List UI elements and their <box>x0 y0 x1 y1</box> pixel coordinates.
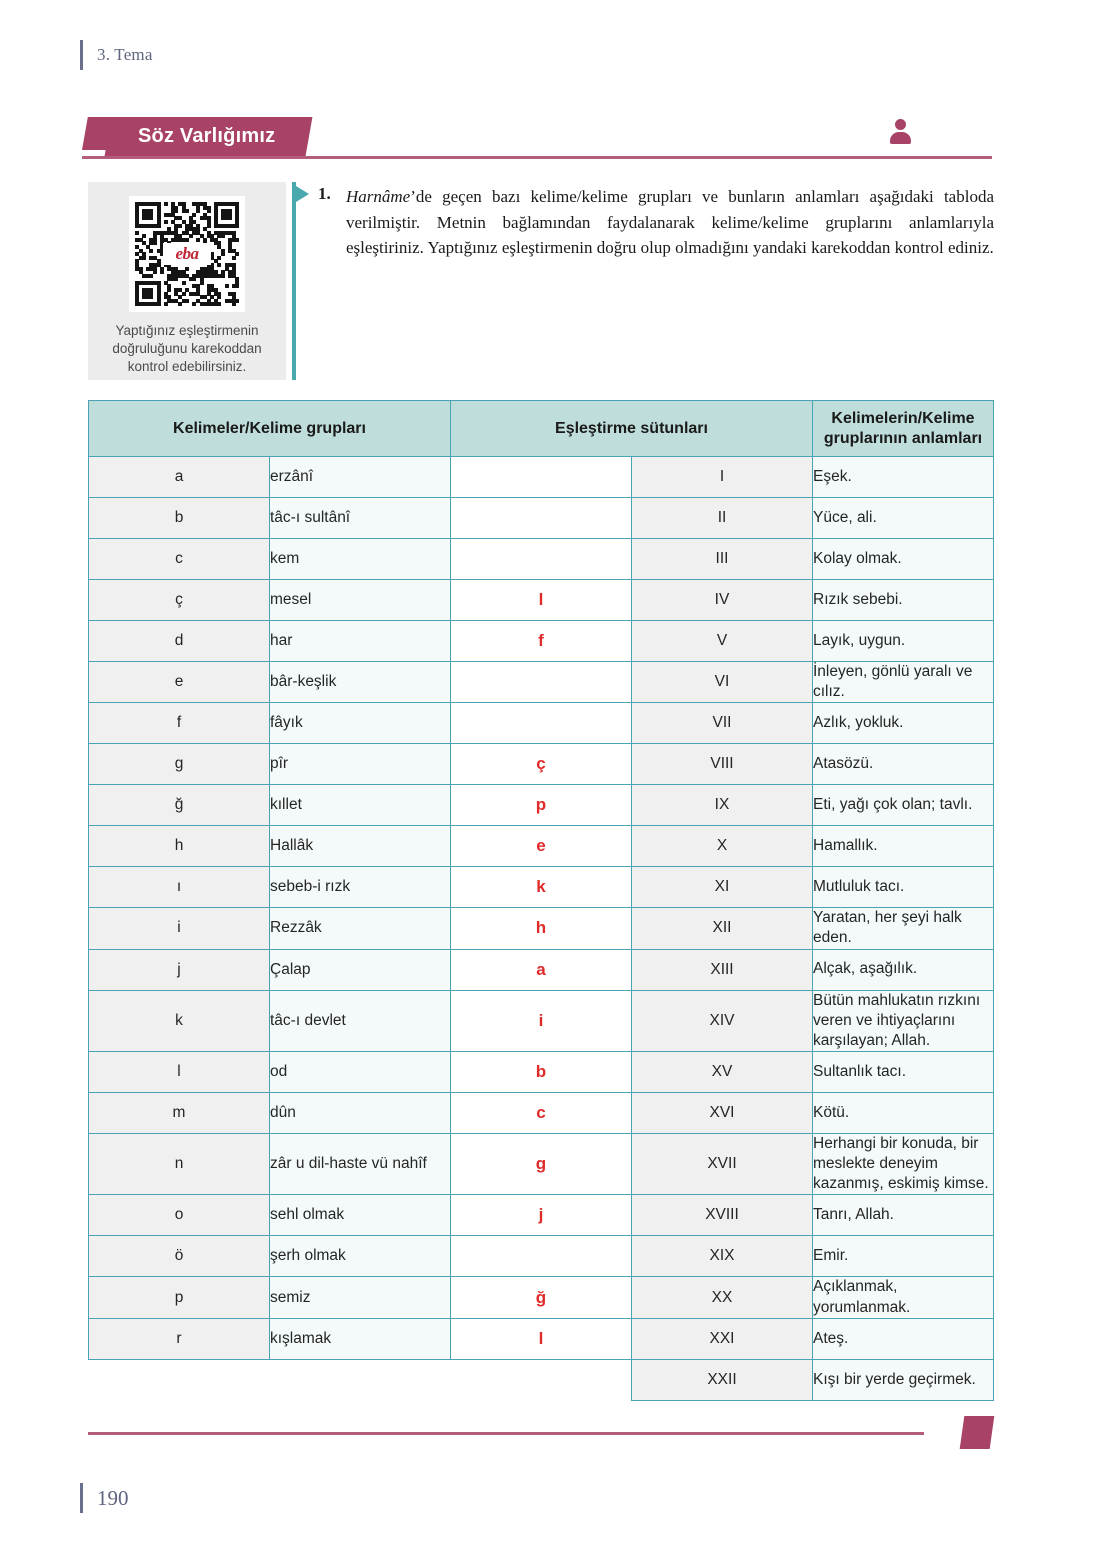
table-row <box>89 703 994 744</box>
table-row <box>89 662 994 703</box>
qr-code-frame <box>129 196 245 312</box>
instruction-block <box>318 184 994 261</box>
row-answer-input[interactable]: e <box>451 826 632 867</box>
table-row <box>89 908 994 949</box>
header-match: Eşleştirme sütunları <box>451 401 813 457</box>
row-roman: XX <box>632 1277 813 1318</box>
row-key: f <box>89 703 270 744</box>
row-answer-input[interactable] <box>451 539 632 580</box>
row-answer-input[interactable]: j <box>451 1195 632 1236</box>
qr-panel <box>88 182 286 380</box>
table-head <box>89 401 994 457</box>
row-meaning: Eti, yağı çok olan; tavlı. <box>813 785 994 826</box>
person-icon-body <box>890 132 911 144</box>
table-row <box>89 949 994 990</box>
row-meaning: Tanrı, Allah. <box>813 1195 994 1236</box>
row-meaning: Rızık sebebi. <box>813 580 994 621</box>
row-answer-input[interactable]: c <box>451 1092 632 1133</box>
row-word: kıllet <box>270 785 451 826</box>
row-roman: XVI <box>632 1092 813 1133</box>
row-roman: VII <box>632 703 813 744</box>
table-row <box>89 785 994 826</box>
table-body <box>89 457 994 1401</box>
row-key: g <box>89 744 270 785</box>
row-answer-input[interactable] <box>451 1236 632 1277</box>
row-word <box>270 1359 451 1400</box>
row-word: sebeb-i rızk <box>270 867 451 908</box>
row-word: sehl olmak <box>270 1195 451 1236</box>
row-key: c <box>89 539 270 580</box>
row-word: Çalap <box>270 949 451 990</box>
row-meaning: Açıklanmak, yorumlanmak. <box>813 1277 994 1318</box>
instruction-text <box>346 184 994 261</box>
banner-parallelogram <box>105 117 313 156</box>
row-meaning: Hamallık. <box>813 826 994 867</box>
table-row <box>89 621 994 662</box>
row-key: ö <box>89 1236 270 1277</box>
row-roman: IX <box>632 785 813 826</box>
row-meaning: Yaratan, her şeyi halk eden. <box>813 908 994 949</box>
row-roman: XI <box>632 867 813 908</box>
row-roman: VI <box>632 662 813 703</box>
row-roman: I <box>632 457 813 498</box>
row-answer-input[interactable]: f <box>451 621 632 662</box>
table-row <box>89 1318 994 1359</box>
section-banner <box>82 117 992 159</box>
row-answer-input[interactable]: b <box>451 1051 632 1092</box>
row-answer-input[interactable]: a <box>451 949 632 990</box>
row-roman: III <box>632 539 813 580</box>
instruction-title-italic: Harnâme <box>346 187 411 206</box>
banner-underline <box>82 156 992 159</box>
row-key: j <box>89 949 270 990</box>
row-roman: V <box>632 621 813 662</box>
row-meaning: Atasözü. <box>813 744 994 785</box>
header-words: Kelimeler/Kelime grupları <box>89 401 451 457</box>
row-roman: XIII <box>632 949 813 990</box>
row-answer-input[interactable] <box>451 457 632 498</box>
row-word: Rezzâk <box>270 908 451 949</box>
row-key: d <box>89 621 270 662</box>
row-roman: XVII <box>632 1133 813 1194</box>
table-row <box>89 1359 994 1400</box>
section-title: Söz Varlığımız <box>138 125 276 147</box>
row-meaning: Kötü. <box>813 1092 994 1133</box>
row-word: Hallâk <box>270 826 451 867</box>
page-number-rule <box>80 1483 83 1513</box>
row-roman: XXII <box>632 1359 813 1400</box>
row-meaning: Mutluluk tacı. <box>813 867 994 908</box>
eba-logo: eba <box>163 243 211 265</box>
row-key: r <box>89 1318 270 1359</box>
row-word: pîr <box>270 744 451 785</box>
row-meaning: Yüce, ali. <box>813 498 994 539</box>
table-row <box>89 498 994 539</box>
table-row <box>89 1092 994 1133</box>
row-answer-input[interactable]: p <box>451 785 632 826</box>
table-row <box>89 457 994 498</box>
row-meaning: Kolay olmak. <box>813 539 994 580</box>
row-answer-input[interactable]: g <box>451 1133 632 1194</box>
row-key: i <box>89 908 270 949</box>
row-answer-input[interactable]: ğ <box>451 1277 632 1318</box>
row-key: p <box>89 1277 270 1318</box>
row-meaning: İnleyen, gönlü yaralı ve cılız. <box>813 662 994 703</box>
row-word: şerh olmak <box>270 1236 451 1277</box>
footer-tab-accent <box>960 1416 995 1449</box>
row-word: semiz <box>270 1277 451 1318</box>
row-roman: II <box>632 498 813 539</box>
row-answer-input[interactable]: h <box>451 908 632 949</box>
table-row <box>89 1133 994 1194</box>
row-roman: X <box>632 826 813 867</box>
row-word: fâyık <box>270 703 451 744</box>
row-answer-input[interactable] <box>451 498 632 539</box>
running-head <box>80 40 153 70</box>
table-row <box>89 826 994 867</box>
row-key: ç <box>89 580 270 621</box>
row-meaning: Emir. <box>813 1236 994 1277</box>
row-key: n <box>89 1133 270 1194</box>
row-word: har <box>270 621 451 662</box>
page-number-block <box>80 1483 129 1513</box>
row-meaning: Azlık, yokluk. <box>813 703 994 744</box>
row-word: kışlamak <box>270 1318 451 1359</box>
matching-table <box>88 400 994 1401</box>
row-word: od <box>270 1051 451 1092</box>
row-key: a <box>89 457 270 498</box>
row-roman: XVIII <box>632 1195 813 1236</box>
row-key: b <box>89 498 270 539</box>
row-meaning: Ateş. <box>813 1318 994 1359</box>
person-icon <box>888 117 912 145</box>
page-number: 190 <box>97 1485 129 1510</box>
triangle-marker-icon <box>296 186 309 202</box>
row-roman: XV <box>632 1051 813 1092</box>
row-meaning: Bütün mahlukatın rızkını veren ve ihtiyaçlarını karşılayan; Allah. <box>813 990 994 1051</box>
table-header-row <box>89 401 994 457</box>
row-meaning: Kışı bir yerde geçirmek. <box>813 1359 994 1400</box>
table-row <box>89 1051 994 1092</box>
table-row <box>89 539 994 580</box>
running-head-label: 3. Tema <box>97 45 153 64</box>
person-icon-head <box>895 119 906 130</box>
row-key: m <box>89 1092 270 1133</box>
row-key: h <box>89 826 270 867</box>
row-meaning: Alçak, aşağılık. <box>813 949 994 990</box>
row-roman: XIX <box>632 1236 813 1277</box>
table-row <box>89 744 994 785</box>
row-answer-input[interactable]: k <box>451 867 632 908</box>
row-roman: XXI <box>632 1318 813 1359</box>
row-answer-input[interactable]: l <box>451 580 632 621</box>
footer-rule <box>88 1432 924 1435</box>
row-word: kem <box>270 539 451 580</box>
row-roman: VIII <box>632 744 813 785</box>
row-meaning: Herhangi bir konuda, bir meslekte deneyim kazanmış, eskimiş kimse. <box>813 1133 994 1194</box>
row-word: tâc-ı sultânî <box>270 498 451 539</box>
instruction-number: 1. <box>318 184 331 203</box>
instruction-accent-bar <box>292 182 296 380</box>
row-roman: IV <box>632 580 813 621</box>
row-key <box>89 1359 270 1400</box>
table-row <box>89 1277 994 1318</box>
header-meanings: Kelimelerin/Kelime gruplarının anlamları <box>813 401 994 457</box>
row-key: ı <box>89 867 270 908</box>
running-head-rule <box>80 40 83 70</box>
row-answer-input[interactable] <box>451 1359 632 1400</box>
qr-caption: Yaptığınız eşleştirmenin doğruluğunu karekoddan kontrol edebilirsiniz. <box>112 323 262 374</box>
table-row <box>89 1236 994 1277</box>
table-row <box>89 867 994 908</box>
row-word: zâr u dil-haste vü nahîf <box>270 1133 451 1194</box>
row-roman: XIV <box>632 990 813 1051</box>
table-row <box>89 580 994 621</box>
row-word: erzânî <box>270 457 451 498</box>
instruction-body: ’de geçen bazı kelime/kelime grupları ve bunların anlamları aşağıdaki tabloda verilmiştir. Metnin bağlamından faydalanarak kelime/kelime gruplarını anlamlarıyla eşleştiriniz. Yaptığınız eşleştirmenin doğru olup olmadığını yandaki karekoddan kontrol ediniz. <box>346 187 994 257</box>
row-word: tâc-ı devlet <box>270 990 451 1051</box>
row-meaning: Layık, uygun. <box>813 621 994 662</box>
row-meaning: Eşek. <box>813 457 994 498</box>
row-key: k <box>89 990 270 1051</box>
row-key: l <box>89 1051 270 1092</box>
row-answer-input[interactable] <box>451 703 632 744</box>
qr-code[interactable] <box>135 202 239 306</box>
row-word: dûn <box>270 1092 451 1133</box>
row-key: e <box>89 662 270 703</box>
row-answer-input[interactable]: i <box>451 990 632 1051</box>
row-key: ğ <box>89 785 270 826</box>
table-row <box>89 990 994 1051</box>
row-meaning: Sultanlık tacı. <box>813 1051 994 1092</box>
row-key: o <box>89 1195 270 1236</box>
table-row <box>89 1195 994 1236</box>
row-roman: XII <box>632 908 813 949</box>
row-answer-input[interactable]: ç <box>451 744 632 785</box>
row-word: mesel <box>270 580 451 621</box>
row-answer-input[interactable]: l <box>451 1318 632 1359</box>
row-word: bâr-keşlik <box>270 662 451 703</box>
row-answer-input[interactable] <box>451 662 632 703</box>
